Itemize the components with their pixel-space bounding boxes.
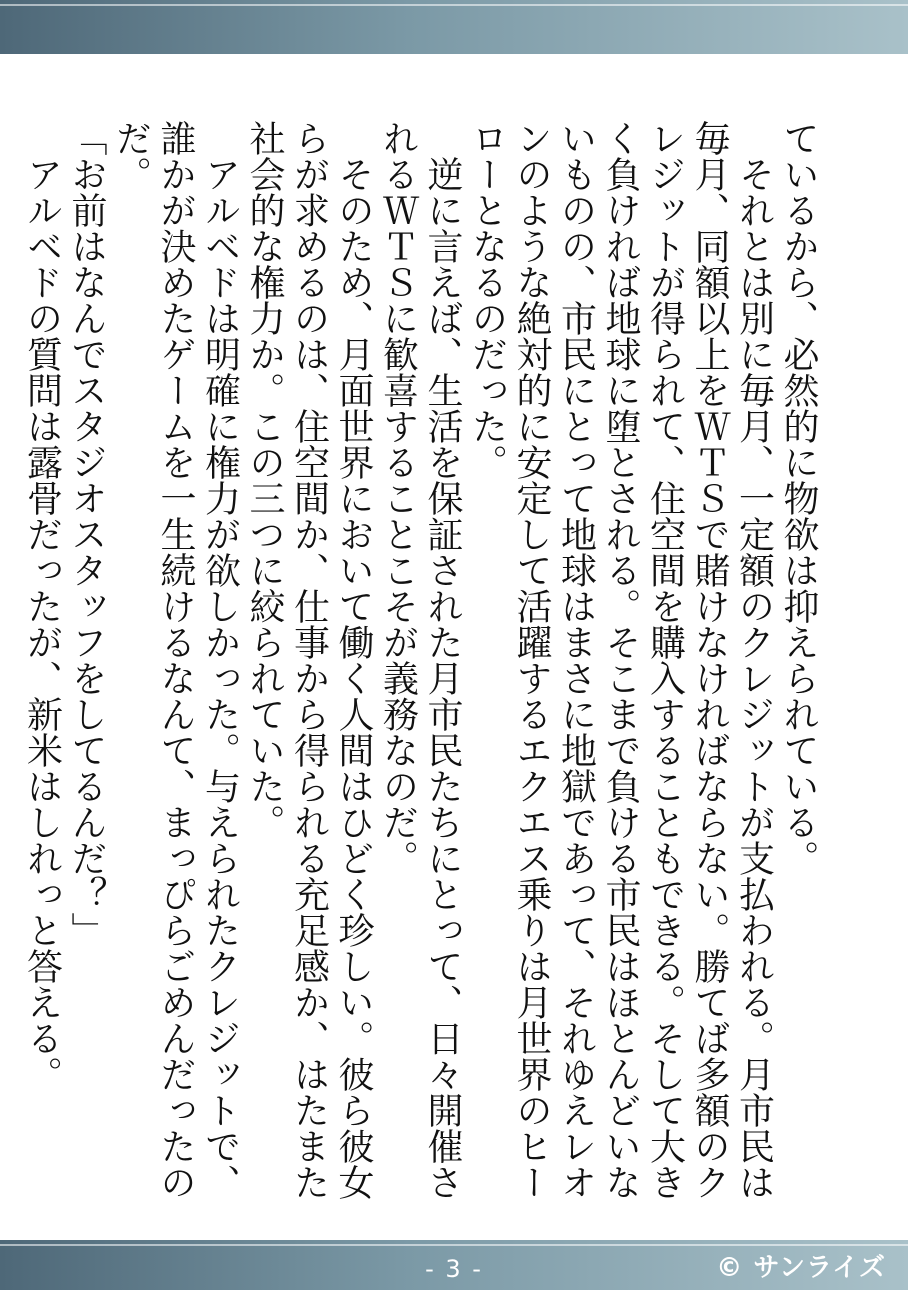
paragraph: そのため、月面世界において働く人間はひどく珍しい。彼ら彼女らが求めるのは、住空間か、仕事から得られる充足感か、はたまた社会的な権力か。この三つに絞られていた。 <box>244 120 374 1200</box>
vertical-body-text <box>21 120 820 1200</box>
paragraph: 逆に言えば、生活を保証された月市民たちにとって、日々開催されるＷＴＳに歓喜することこそが義務なのだ。 <box>377 120 463 1200</box>
paragraph: ているから、必然的に物欲は抑えられている。 <box>778 120 819 876</box>
header-band <box>0 0 908 54</box>
copyright-notice: © サンライズ <box>716 1253 886 1283</box>
paragraph: 「お前はなんでスタジオスタッフをしてるんだ？」 <box>66 120 107 948</box>
paragraph: アルベドは明確に権力が欲しかった。与えられたクレジットで、誰かが決めたゲームを一生続けるなんて、まっぴらごめんだったのだ。 <box>110 120 241 1200</box>
paragraph: それとは別に毎月、一定額のクレジットが支払われる。月市民は毎月、同額以上をＷＴＳで賭けなければならない。勝てば多額のクレジットが得られて、住空間を購入することもできる。そして大きく負ければ地球に堕とされる。そこまで負ける市民はほとんどいないものの、市民にとって地球はまさに地獄であって、それゆえレオンのような絶対的に安定して活躍するエクエス乗りは月世界のヒーローとなるのだった。 <box>466 120 775 1200</box>
page-number: - 3 - <box>425 1255 483 1283</box>
paragraph: アルベドの質問は露骨だったが、新米はしれっと答える。 <box>21 120 63 1092</box>
